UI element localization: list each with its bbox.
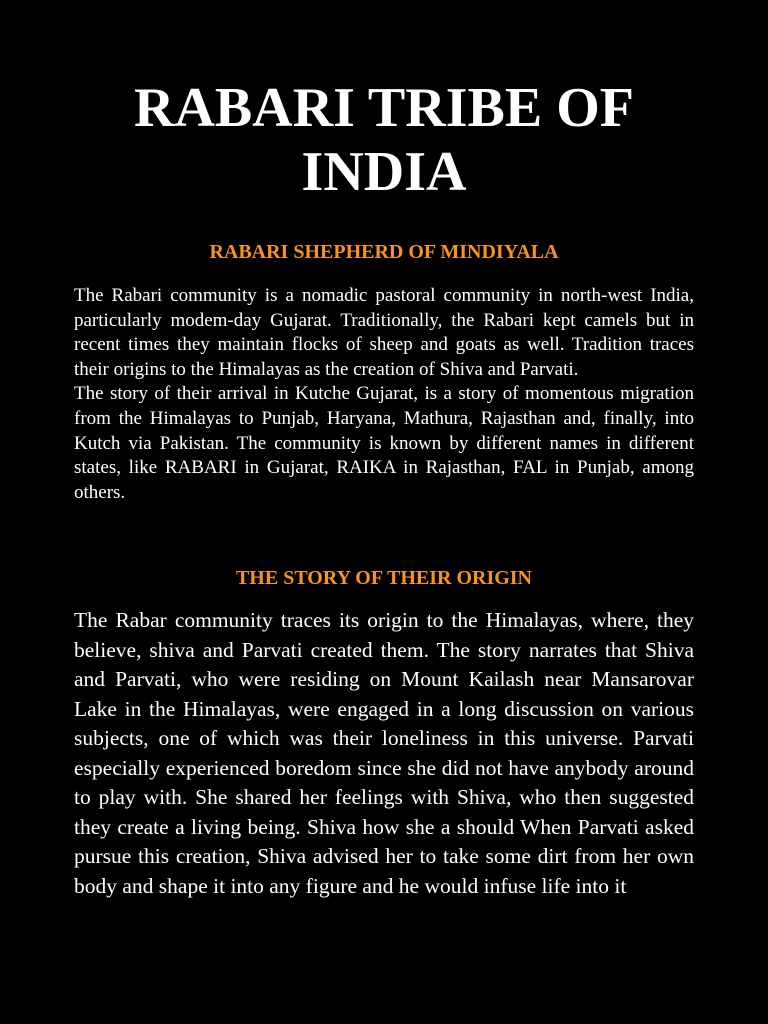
paragraph-community-intro: The Rabari community is a nomadic pastoral community in north-west India, particularly modem-day Gujarat. Traditionally, the Rabari kept camels but in recent times they maintain flocks of sheep and goats as well. Tradition traces their origins to the Himalayas as the creation of Shiva and Parvati. bbox=[74, 285, 694, 380]
section-heading-shepherd: RABARI SHEPHERD OF MINDIYALA bbox=[209, 241, 559, 263]
section-heading-origin: THE STORY OF THEIR ORIGIN bbox=[235, 567, 533, 589]
section-body-shepherd bbox=[74, 284, 694, 505]
page-title-line-2: INDIA bbox=[301, 141, 467, 203]
paragraph-migration-story: The story of their arrival in Kutche Gujarat, is a story of momentous migration from the Himalayas to Punjab, Haryana, Mathura, Rajasthan and, finally, into Kutch via Pakistan. The community is known by different names in different states, like RABARI in Gujarat, RAIKA in Rajasthan, FAL in Punjab, among others. bbox=[74, 383, 694, 503]
page-title-line-1: RABARI TRIBE OF bbox=[134, 77, 634, 139]
page-title bbox=[0, 76, 768, 204]
paragraph-origin-story: The Rabar community traces its origin to the Himalayas, where, they believe, shiva and Parvati created them. The story narrates that Shiva and Parvati, who were residing on Mount Kailash near Mansarovar Lake in the Himalayas, were engaged in a long discussion on various subjects, one of which was their loneliness in this universe. Parvati especially experienced boredom since she did not have anybody around to play with. She shared her feelings with Shiva, who then suggested they create a living being. Shiva how she a should When Parvati asked pursue this creation, Shiva advised her to take some dirt from her own body and shape it into any figure and he would infuse life into it bbox=[74, 608, 694, 898]
